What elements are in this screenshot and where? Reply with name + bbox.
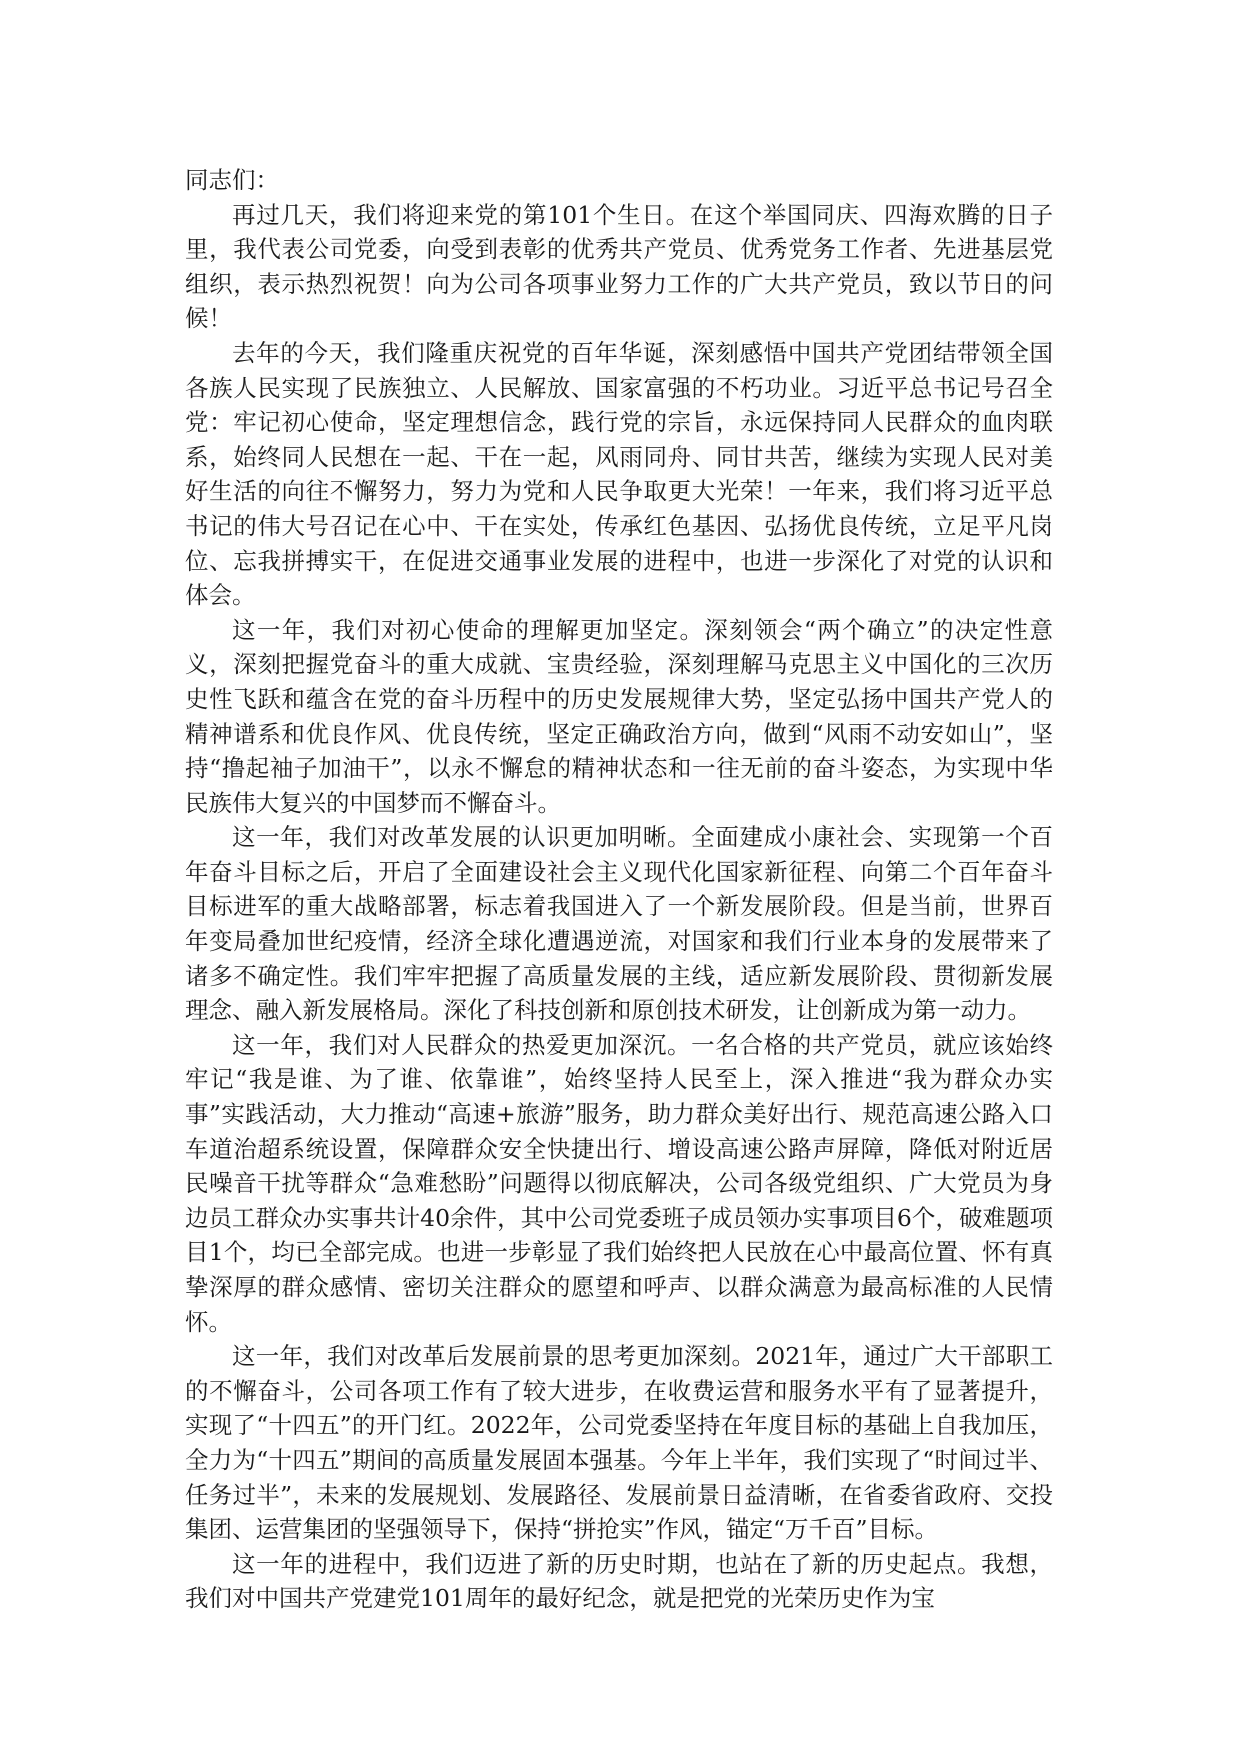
paragraph-mission: 这一年，我们对初心使命的理解更加坚定。深刻领会“两个确立”的决定性意义，深刻把握党奋斗的重大成就、宝贵经验，深刻理解马克思主义中国化的三次历史性飞跃和蕴含在党的奋斗历程中的历史发展规律大势，坚定弘扬中国共产党人的精神谱系和优良作风、优良传统，坚定正确政治方向，做到“风雨不动安如山”，坚持“撸起袖子加油干”，以永不懈怠的精神状态和一往无前的奋斗姿态，为实现中华民族伟大复兴的中国梦而不懈奋斗。 (185, 615, 1053, 817)
paragraph-reform-development: 这一年，我们对改革发展的认识更加明晰。全面建成小康社会、实现第一个百年奋斗目标之后，开启了全面建设社会主义现代化国家新征程、向第二个百年奋斗目标进军的重大战略部署，标志着我国进入了一个新发展阶段。但是当前，世界百年变局叠加世纪疫情，经济全球化遭遇逆流，对国家和我们行业本身的发展带来了诸多不确定性。我们牢牢把握了高质量发展的主线，适应新发展阶段、贯彻新发展理念、融入新发展格局。深化了科技创新和原创技术研发，让创新成为第一动力。 (185, 823, 1053, 1025)
paragraph-people: 这一年，我们对人民群众的热爱更加深沉。一名合格的共产党员，就应该始终牢记“我是谁、为了谁、依靠谁”，始终坚持人民至上，深入推进“我为群众办实事”实践活动，大力推动“高速+旅游”服务，助力群众美好出行、规范高速公路入口车道治超系统设置，保障群众安全快捷出行、增设高速公路声屏障，降低对附近居民噪音干扰等群众“急难愁盼”问题得以彻底解决，公司各级党组织、广大党员为身边员工群众办实事共计40余件，其中公司党委班子成员领办实事项目6个，破难题项目1个，均已全部完成。也进一步彰显了我们始终把人民放在心中最高位置、怀有真挚深厚的群众感情、密切关注群众的愿望和呼声、以群众满意为最高标准的人民情怀。 (185, 1030, 1053, 1336)
paragraph-new-era: 这一年的进程中，我们迈进了新的历史时期，也站在了新的历史起点。我想，我们对中国共产党建党101周年的最好纪念，就是把党的光荣历史作为宝 (185, 1549, 1053, 1613)
document-body (185, 163, 1053, 1616)
paragraph-centenary-review: 去年的今天，我们隆重庆祝党的百年华诞，深刻感悟中国共产党团结带领全国各族人民实现了民族独立、人民解放、国家富强的不朽功业。习近平总书记号召全党：牢记初心使命，坚定理想信念，践行党的宗旨，永远保持同人民群众的血肉联系，始终同人民想在一起、干在一起，风雨同舟、同甘共苦，继续为实现人民对美好生活的向往不懈努力，努力为党和人民争取更大光荣！一年来，我们将习近平总书记的伟大号召记在心中、干在实处，传承红色基因、弘扬优良传统，立足平凡岗位、忘我拼搏实干，在促进交通事业发展的进程中，也进一步深化了对党的认识和体会。 (185, 338, 1053, 610)
paragraph-birthday-greeting: 再过几天，我们将迎来党的第101个生日。在这个举国同庆、四海欢腾的日子里，我代表公司党委，向受到表彰的优秀共产党员、优秀党务工作者、先进基层党组织，表示热烈祝贺！向为公司各项事业努力工作的广大共产党员，致以节日的问候！ (185, 200, 1053, 333)
paragraph-prospects: 这一年，我们对改革后发展前景的思考更加深刻。2021年，通过广大干部职工的不懈奋斗，公司各项工作有了较大进步，在收费运营和服务水平有了显著提升，实现了“十四五”的开门红。2022年，公司党委坚持在年度目标的基础上自我加压，全力为“十四五”期间的高质量发展固本强基。今年上半年，我们实现了“时间过半、任务过半”，未来的发展规划、发展路径、发展前景日益清晰，在省委省政府、交投集团、运营集团的坚强领导下，保持“拼抢实”作风，锚定“万千百”目标。 (185, 1342, 1053, 1544)
salutation: 同志们： (185, 166, 279, 194)
